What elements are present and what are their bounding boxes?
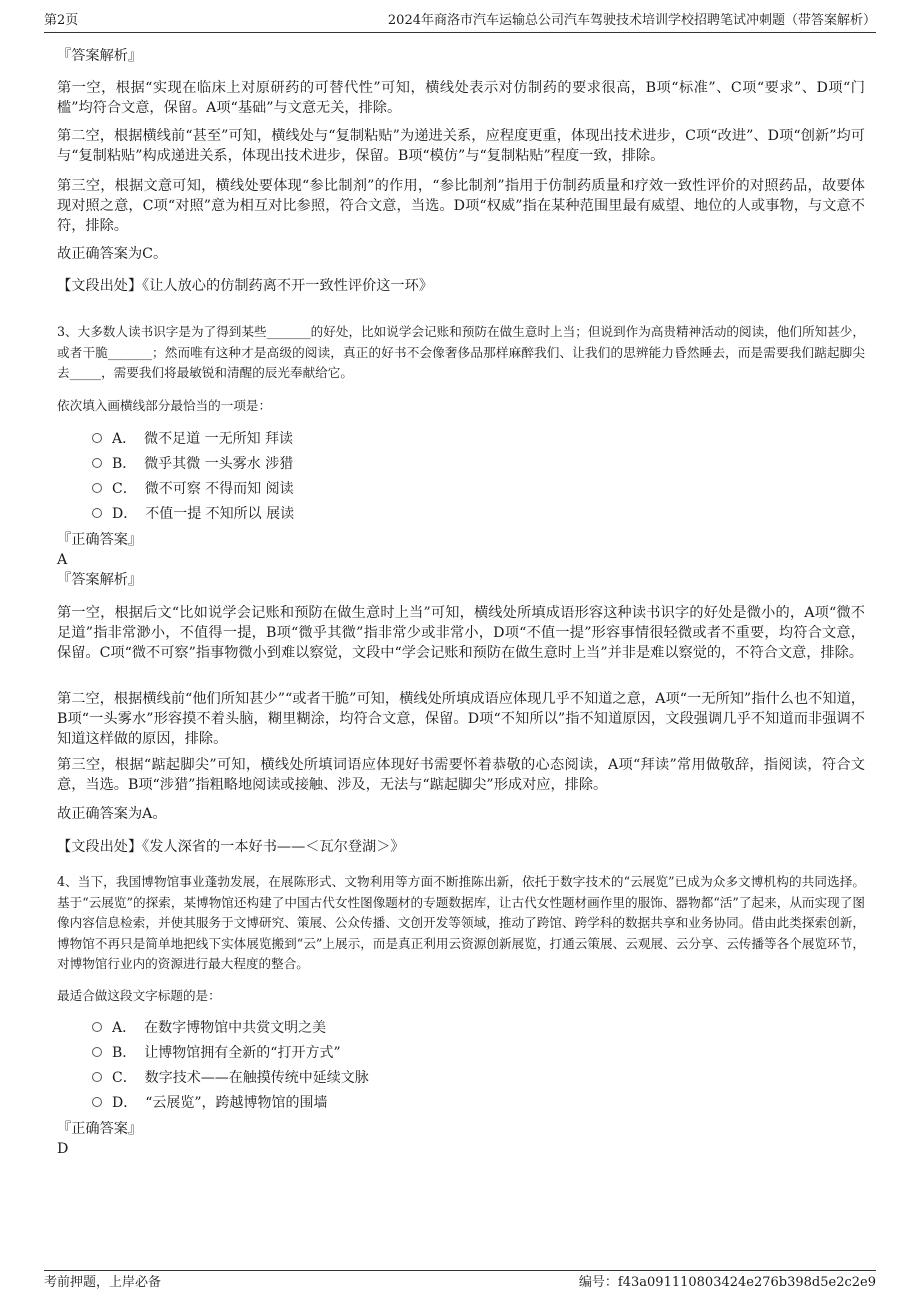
document-id: 编号：f43a091110803424e276b398d5e2c2e9 [578, 1275, 876, 1290]
answer-conclusion: 故正确答案为A。 [57, 806, 167, 822]
page-footer [44, 1270, 876, 1290]
document-title: 2024年商洛市汽车运输总公司汽车驾驶技术培训学校招聘笔试冲刺题（带答案解析） [387, 13, 876, 28]
page-number: 第2页 [44, 13, 79, 28]
option-c[interactable]: C． 微不可察 不得而知 阅读 [92, 479, 294, 499]
question-prompt: 最适合做这段文字标题的是： [57, 988, 221, 1003]
question-prompt: 依次填入画横线部分最恰当的一项是： [57, 398, 272, 413]
correct-answer: D [57, 1141, 69, 1157]
option-a[interactable]: A． 微不足道 一无所知 拜读 [92, 429, 293, 449]
analysis-paragraph: 第三空，根据“踮起脚尖”可知，横线处所填词语应体现好书需要怀着恭敬的心态阅读，A项“拜读”常用做敬辞，指阅读，符合文意，当选。B项“涉猎”指粗略地阅读或接触、涉及，无法与“踮起脚尖”形成对应，排除。 [57, 757, 865, 793]
radio-icon[interactable] [92, 508, 102, 518]
correct-answer-label: 『正确答案』 [57, 1121, 143, 1137]
text-source: 【文段出处】《发人深省的一本好书——＜瓦尔登湖＞》 [57, 839, 405, 855]
correct-answer-label: 『正确答案』 [57, 532, 143, 548]
answer-conclusion: 故正确答案为C。 [57, 246, 168, 262]
page-header [44, 12, 876, 33]
radio-icon[interactable] [92, 458, 102, 468]
radio-icon[interactable] [92, 1022, 102, 1032]
option-d[interactable]: D． 不值一提 不知所以 展读 [92, 504, 294, 524]
radio-icon[interactable] [92, 433, 102, 443]
text-source: 【文段出处】《让人放心的仿制药离不开一致性评价这一环》 [57, 278, 433, 294]
option-c[interactable]: C． 数字技术——在触摸传统中延续文脉 [92, 1068, 369, 1088]
correct-answer: A [57, 552, 68, 568]
analysis-paragraph: 第二空，根据横线前“他们所知甚少”“或者干脆”可知，横线处所填成语应体现几乎不知道之意，A项“一无所知”指什么也不知道，B项“一头雾水”形容摸不着头脑，糊里糊涂，均符合文意，保留。D项“不知所以”指不知道原因，文段强调几乎不知道而非强调不知道这样做的原因，排除。 [57, 691, 865, 747]
footer-slogan: 考前押题，上岸必备 [44, 1275, 162, 1290]
option-d[interactable]: D． “云展览”，跨越博物馆的围墙 [92, 1093, 328, 1113]
analysis-paragraph: 第三空，根据文意可知，横线处要体现“参比制剂”的作用，“参比制剂”指用于仿制药质量和疗效一致性评价的对照药品，故要体现对照之意，C项“对照”意为相互对比参照，符合文意，当选。D项“权威”指在某种范围里最有威望、地位的人或事物，与文意不符，排除。 [57, 178, 865, 234]
radio-icon[interactable] [92, 1047, 102, 1057]
option-b[interactable]: B． 让博物馆拥有全新的“打开方式” [92, 1043, 341, 1063]
radio-icon[interactable] [92, 1072, 102, 1082]
analysis-paragraph: 第一空，根据后文“比如说学会记账和预防在做生意时上当”可知，横线处所填成语形容这种读书识字的好处是微小的，A项“微不足道”指非常渺小，不值得一提，B项“微乎其微”指非常少或非常小，D项“不值一提”形容事情很轻微或者不重要，均符合文意，保留。C项“微不可察”指事物微小到难以察觉，文段中“学会记账和预防在做生意时上当”并非是难以察觉的，不符合文意，排除。 [57, 605, 865, 661]
analysis-paragraph: 第二空，根据横线前“甚至”可知，横线处与“复制粘贴”为递进关系，应程度更重，体现出技术进步，C项“改进”、D项“创新”均可与“复制粘贴”构成递进关系，体现出技术进步，保留。B项“模仿”与“复制粘贴”程度一致，排除。 [57, 128, 865, 164]
radio-icon[interactable] [92, 483, 102, 493]
question-text: 3、大多数人读书识字是为了得到某些_______的好处，比如说学会记账和预防在做生意时上当；但说到作为高贵精神活动的阅读，他们所知甚少，或者干脆_______；然而唯有这种才是高级的阅读，真正的好书不会像奢侈品那样麻醉我们、让我们的思辨能力昏然睡去，而是需要我们踮起脚尖去_____，需要我们将最敏锐和清醒的辰光奉献给它。 [57, 324, 865, 380]
analysis-label: 『答案解析』 [57, 48, 143, 64]
option-b[interactable]: B． 微乎其微 一头雾水 涉猎 [92, 454, 293, 474]
radio-icon[interactable] [92, 1097, 102, 1107]
question-text: 4、当下，我国博物馆事业蓬勃发展，在展陈形式、文物利用等方面不断推陈出新，依托于数字技术的“云展览”已成为众多文博机构的共同选择。基于“云展览”的探索，某博物馆还构建了中国古代女性图像题材的专题数据库，让古代女性题材画作里的服饰、器物都“活”了起来，从而实现了图像内容信息检索，并使其服务于文博研究、策展、公众传播、文创开发等领域，推动了跨馆、跨学科的数据共享和业务协同。借由此类探索创新，博物馆不再只是简单地把线下实体展览搬到“云”上展示，而是真正利用云资源创新展览，打通云策展、云观展、云分享、云传播等各个展览环节，对博物馆行业内的资源进行最大程度的整合。 [57, 874, 865, 971]
analysis-label: 『答案解析』 [57, 572, 143, 588]
option-a[interactable]: A． 在数字博物馆中共赏文明之美 [92, 1018, 326, 1038]
analysis-paragraph: 第一空，根据“实现在临床上对原研药的可替代性”可知，横线处表示对仿制药的要求很高，B项“标准”、C项“要求”、D项“门槛”均符合文意，保留。A项“基础”与文意无关，排除。 [57, 80, 865, 116]
